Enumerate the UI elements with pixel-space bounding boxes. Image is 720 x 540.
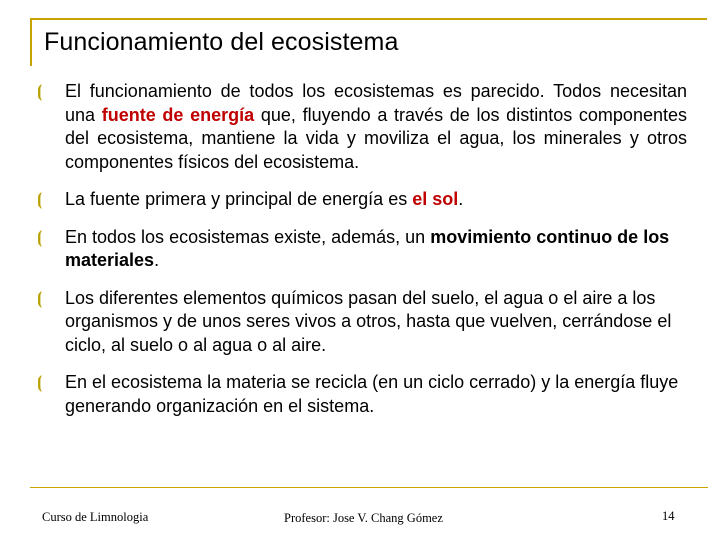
bullet-list (37, 80, 687, 418)
highlight-materials: movimiento continuo de los materiales (65, 226, 670, 270)
bullet-text: . (154, 250, 160, 270)
bullet-marker-icon: ⦗ (37, 82, 43, 102)
footer-professor: Profesor: Jose V. Chang Gómez (284, 511, 443, 525)
bullet-marker-icon: ⦗ (37, 190, 43, 210)
bullet-item-1 (37, 80, 687, 174)
page-number: 14 (662, 509, 675, 523)
bullet-item-2 (37, 188, 687, 212)
bullet-item-5 (37, 371, 687, 418)
highlight-sun: el sol (412, 189, 459, 209)
bullet-text: . (458, 189, 464, 209)
bullet-item-4 (37, 287, 687, 358)
bullet-text: que, fluyendo a través de los distintos componentes del ecosistema, mantiene la vida y moviliza el agua, los minerales y otros componentes físicos del ecosistema. (65, 104, 687, 172)
title-frame-top (30, 18, 707, 20)
bullet-marker-icon: ⦗ (37, 227, 43, 248)
bullet-text: La fuente primera y principal de energía es (65, 189, 413, 209)
bullet-text: Los diferentes elementos químicos pasan del suelo, el agua o el aire a los organismos y de unos seres vivos a otros, hasta que vuelven, cerrándose el ciclo, al suelo o al agua o al aire. (65, 287, 672, 355)
footer-course: Curso de Limnologia (42, 510, 149, 524)
highlight-energy-source: fuente de energía (101, 104, 255, 125)
bullet-marker-icon: ⦗ (37, 288, 43, 309)
footer-divider (30, 487, 708, 488)
bullet-text: El funcionamiento de todos los ecosistemas es parecido. Todos necesitan una (65, 81, 687, 125)
bullet-item-3 (37, 226, 687, 273)
title-frame-left (30, 18, 32, 66)
bullet-marker-icon: ⦗ (37, 373, 43, 393)
bullet-text: En todos los ecosistemas existe, además, un (65, 226, 431, 247)
bullet-text: En el ecosistema la materia se recicla (en un ciclo cerrado) y la energía fluye generando organización en el sistema. (65, 372, 679, 416)
slide-title: Funcionamiento del ecosistema (44, 28, 399, 56)
